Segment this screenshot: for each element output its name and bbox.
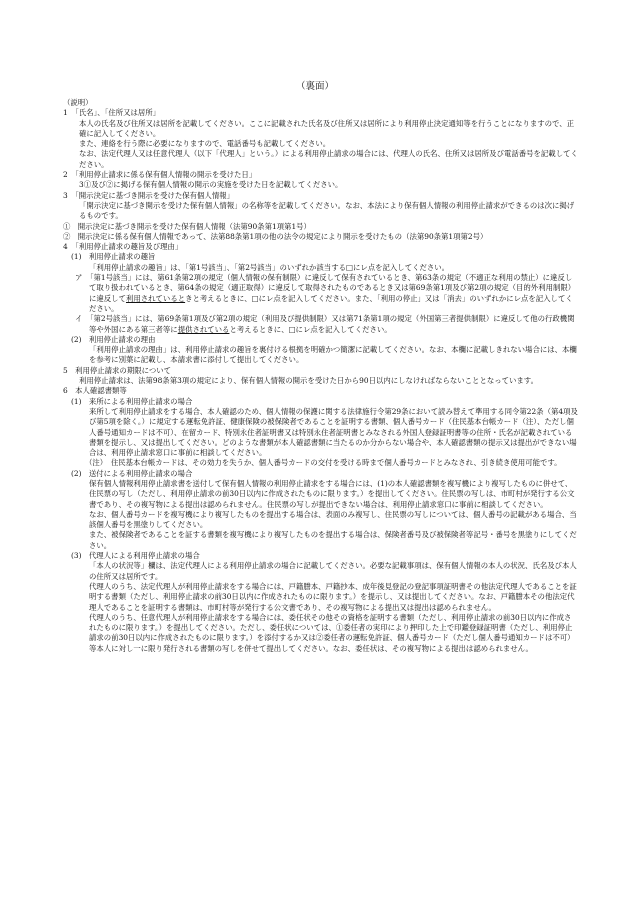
- s5-paragraph-1: 利用停止請求は、法第98条第3項の規定により、保有個人情報の開示を受けた日から90日以内にしなければならないこととなっています。: [79, 376, 538, 386]
- s2-heading: 2 「利用停止請求に係る保有個人情報の開示を受けた日」: [63, 170, 257, 180]
- s1-paragraph-3: なお、法定代理人又は任意代理人（以下「代理人」という。）による利用停止請求の場合には、代理人の氏名、住所又は居所及び電話番号を記載してください。: [79, 149, 578, 169]
- s6-sub2-paragraph-1: 保有個人情報利用停止請求書を送付して保有個人情報の利用停止請求をする場合には、(1)の本人確認書類を複写機により複写したものに併せて、住民票の写し（ただし、利用停止請求の前30日以内に作成されたものに限ります。）を提出してください。住民票の写しは、市町村が発行する公文書であり、その複写物による提出は認められません。住民票の写しが提出できない場合は、利用停止請求窓口に事前に相談してください。: [89, 478, 575, 509]
- s4-sub2-paragraph: 「利用停止請求の理由」は、利用停止請求の趣旨を裏付ける根拠を明確かつ簡潔に記載してください。なお、本欄に記載しきれない場合には、本欄を参考に別葉に記載し、本請求書に添付して提出してください。: [89, 345, 577, 365]
- s6-sub3-paragraph-3: 代理人のうち、任意代理人が利用停止請求をする場合には、委任状その他その資格を証明する書類（ただし、利用停止請求の前30日以内に作成されたものに限ります。）を提出してください。ただし、委任状については、①委任者の実印により押印した上で印鑑登録証明書（ただし、利用停止請求の前30日以内に作成されたものに限ります。）を添付するか又は②委任者の運転免許証、個人番号カード（ただし個人番号通知カードは不可）等本人に対し一に限り発行される書類の写しを併せて提出してください。なお、委任状は、その複写物による提出は認められません。: [89, 612, 575, 653]
- s4-item-b-post: と考えるときに、□にレ点を記入してください。: [229, 324, 392, 334]
- s6-heading: 6 本人確認書類等: [63, 386, 127, 396]
- s3-item-1: ① 開示決定に基づき開示を受けた保有個人情報（法第90条第1項第1号）: [63, 221, 311, 231]
- s4-item-a-rest: と考えるときに、□にレ点を記入してください。また、「利用の停止」又は「消去」のいずれかにレ点を記入してください。: [89, 293, 573, 313]
- s4-item-a-underlined: 利用されていると: [125, 293, 186, 303]
- s4-item-b-underlined: 提供されている: [177, 324, 230, 334]
- s4-heading: 4 「利用停止請求の趣旨及び理由」: [63, 242, 183, 252]
- s4-item-a-text: ア 「第1号該当」には、第61条第2項の規定（個人情報の保有制限）に違反して保有されているとき、第63条の規定（不適正な利用の禁止）に違反して取り扱われているとき、第64条の規定（適正取得）に違反して取得されたものであるとき又は第69条第1項及び第2項の規定（目的外利用制限）に違反して: [75, 273, 576, 303]
- s4-item-b-text: イ 「第2号該当」には、第69条第1項及び第2項の規定（利用及び提供制限）又は第71条第1項の規定（外国第三者提供制限）に違反して他の行政機関等や外国にある第三者等に: [75, 314, 575, 334]
- s4-sub1-heading: (1) 利用停止請求の趣旨: [71, 252, 156, 262]
- s6-sub1-paragraph: 来所して利用停止請求をする場合、本人確認のため、個人情報の保護に関する法律施行令第29条において読み替えて準用する同令第22条（第4項及び第5項を除く。）に規定する運転免許証、健康保険の被保険者であることを証明する書類、個人番号カード（住民基本台帳カード（注）、ただし個人番号通知カードは不可）、在留カード、特別永住者証明書又は特別永住者証明書とみなされる外国人登録証明書等の住所・氏名が記載されている書類を提示し、又は提出してください。どのような書類が本人確認書類に当たるのか分からない場合や、本人確認書類の提示又は提出ができない場合は、利用停止請求窓口に事前に相談してください。: [89, 406, 578, 458]
- s3-paragraph-1: 「開示決定に基づき開示を受けた保有個人情報」の名称等を記載してください。なお、本法により保有個人情報の利用停止請求ができるのは次に掲げるものです。: [79, 200, 575, 221]
- s6-note: （注） 住民基本台帳カードは、その効力を失うか、個人番号カードの交付を受ける時まで個人番号カードとみなされ、引き続き使用可能です。: [85, 458, 562, 468]
- s6-sub1-heading: (1) 来所による利用停止請求の場合: [71, 396, 193, 406]
- page-title: （裏面）: [295, 81, 334, 92]
- s3-item-2: ② 開示決定に係る保有個人情報であって、法第88条第1項の他の法令の規定により開示を受けたもの（法第90条第1項第2号）: [63, 231, 488, 241]
- s4-item-a-post: き: [185, 293, 193, 303]
- s6-sub2-paragraph-3: また、被保険者であることを証する書類を複写機により複写したものを提出する場合は、保険者番号及び被保険者等記号・番号を黒塗りにしてください。: [89, 530, 577, 550]
- s6-sub2-heading: (2) 送付による利用停止請求の場合: [71, 468, 193, 478]
- s1-paragraph-2: また、連絡を行う際に必要になりますので、電話番号も記載してください。: [79, 139, 331, 149]
- s1-paragraph-1: 本人の氏名及び住所又は居所を記載してください。ここに記載された氏名及び住所又は居所により利用停止決定通知等を行うことになりますので、正確に記入してください。: [79, 118, 575, 138]
- s4-item-a: [63, 273, 578, 314]
- s4-item-b: [63, 314, 578, 335]
- s6-sub2-paragraph-2: なお、個人番号カードを複写機により複写したものを提出する場合は、表面のみ複写し、住民票の写しについては、個人番号の記載がある場合、当該個人番号を黒塗りしてください。: [89, 509, 577, 530]
- s5-heading: 5 利用停止請求の期限について: [63, 365, 172, 375]
- s2-paragraph-1: 3①及び②に掲げる保有個人情報の開示の実施を受けた日を記載してください。: [79, 180, 343, 190]
- s4-sub2-heading: (2) 利用停止請求の理由: [71, 334, 156, 344]
- s6-sub3-heading: (3) 代理人による利用停止請求の場合: [71, 551, 200, 561]
- s4-sub1-paragraph: 「利用停止請求の趣旨」は、「第1号該当」、「第2号該当」のいずれか該当する□にレ点を記入してください。: [89, 262, 450, 272]
- s1-heading: 1 「氏名」、「住所又は居所」: [63, 108, 161, 118]
- explanation-body: [63, 98, 578, 654]
- s6-sub3-paragraph-1: 「本人の状況等」欄は、法定代理人による利用停止請求の場合に記載してください。必要な記載事項は、保有個人情報の本人の状況、氏名及び本人の住所又は居所です。: [89, 561, 577, 581]
- s3-heading: 3 「開示決定に基づき開示を受けた保有個人情報」: [63, 190, 234, 200]
- s6-sub3-paragraph-2: 代理人のうち、法定代理人が利用停止請求をする場合には、戸籍謄本、戸籍抄本、成年後見登記の登記事項証明書その他法定代理人であることを証明する書類（ただし、利用停止請求の前30日以内に作成されたものに限ります。）を提示し、又は提出してください。なお、戸籍謄本その他法定代理人であることを証明する書類は、市町村等が発行する公文書であり、その複写物による提出又は提出は認められません。: [89, 581, 577, 612]
- section-heading: （説明）: [63, 98, 93, 107]
